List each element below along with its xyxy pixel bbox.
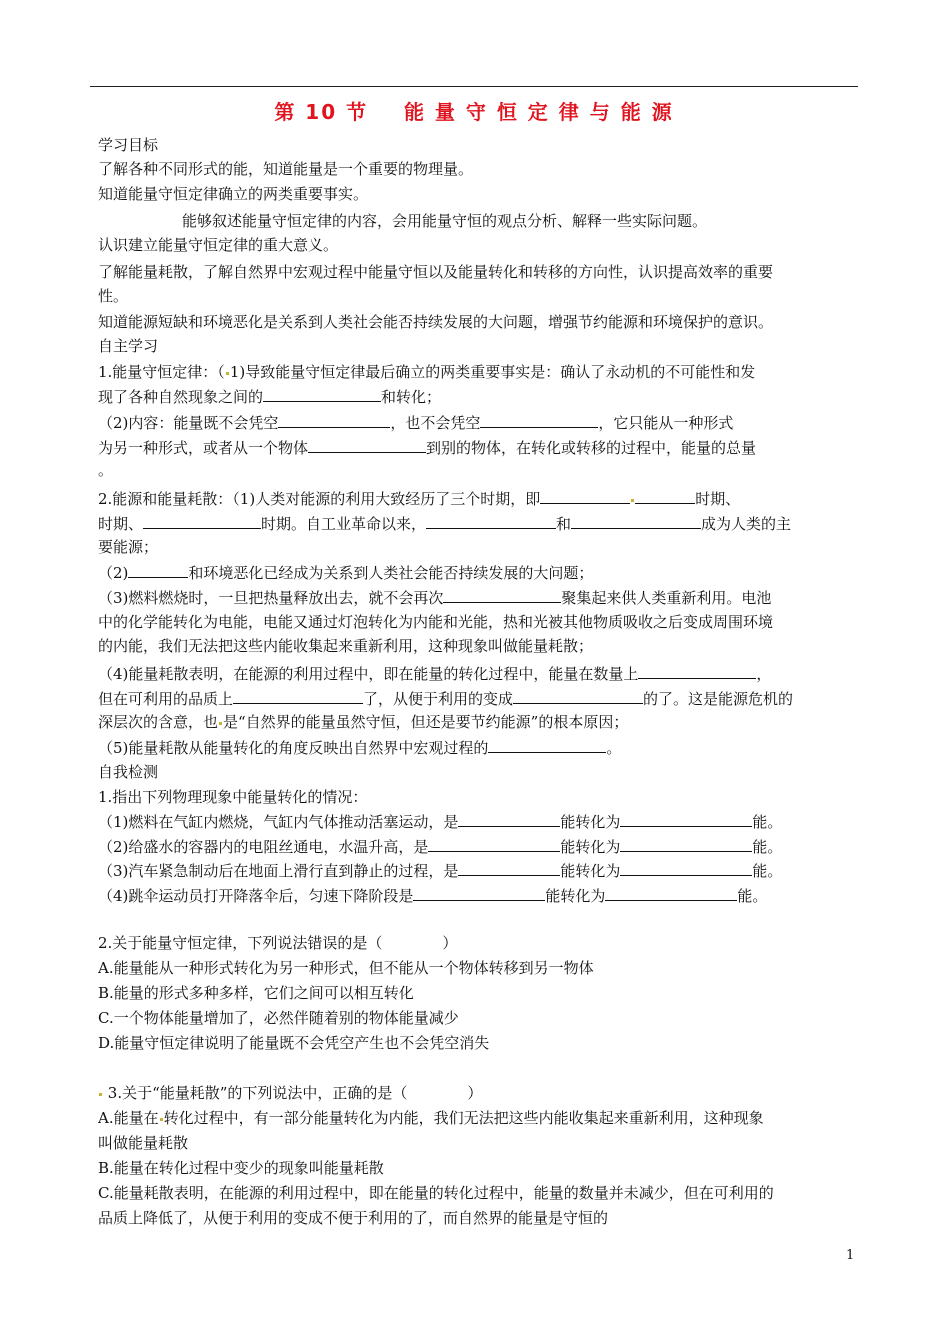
text-run: 成为人类的主 — [701, 515, 792, 533]
option-line: C.能量耗散表明，在能源的利用过程中，即在能量的转化过程中，能量的数量并未减少，但在可利用的 — [98, 1184, 774, 1202]
text-run: 能转化为 — [560, 813, 621, 831]
fill-blank[interactable] — [426, 512, 556, 529]
text-run: 能转化为 — [560, 838, 621, 856]
text-run: 现了各种自然现象之间的 — [98, 388, 264, 406]
text-run: 。 — [606, 739, 622, 757]
option-line: 品质上降低了，从便于利用的变成不便于利用的了，而自然界的能量是守恒的 — [98, 1209, 609, 1227]
goal-line: 了解能量耗散，了解自然界中宏观过程中能量守恒以及能量转化和转移的方向性，认识提高效率的重要 — [98, 263, 774, 281]
paragraph-line — [98, 436, 858, 459]
text-run: （2) — [98, 564, 129, 582]
page-title: 第 10 节 能 量 守 恒 定 律 与 能 源 — [274, 100, 674, 124]
mark-dot — [160, 1118, 163, 1121]
paragraph-line — [98, 361, 858, 383]
text-run: 的了。这是能源危机的 — [643, 690, 794, 708]
question-line — [98, 1082, 858, 1104]
option-line — [98, 1107, 858, 1129]
self-check-heading: 自我检测 — [98, 763, 159, 781]
text-run: 1)导致能量守恒定律最后确立的两类重要事实是：确认了永动机的不可能性和发 — [229, 363, 756, 381]
text-run: （5)能量耗散从能量转化的角度反映出自然界中宏观过程的 — [98, 739, 489, 757]
fill-blank[interactable] — [620, 810, 752, 827]
text-run: 到别的物体，在转化或转移的过程中，能量的总量 — [426, 439, 757, 457]
paragraph-line: 的内能，我们无法把这些内能收集起来重新利用，这种现象叫做能量耗散； — [98, 637, 594, 655]
goal-line: 知道能源短缺和环境恶化是关系到人类社会能否持续发展的大问题，增强节约能源和环境保护的意识。 — [98, 313, 774, 331]
text-run: 3.关于“能量耗散”的下列说法中，正确的是（ ） — [107, 1084, 483, 1102]
fill-blank[interactable] — [428, 835, 560, 852]
text-run: 能转化为 — [545, 887, 606, 905]
fill-blank[interactable] — [480, 411, 598, 428]
text-run: （4)能量耗散表明，在能源的利用过程中，即在能量的转化过程中，能量在数量上 — [98, 665, 639, 683]
text-run: 为另一种形式，或者从一个物体 — [98, 439, 309, 457]
option-line: A.能量能从一种形式转化为另一种形式，但不能从一个物体转移到另一物体 — [98, 959, 594, 977]
option-line: B.能量在转化过程中变少的现象叫能量耗散 — [98, 1159, 384, 1177]
fill-blank[interactable] — [308, 436, 426, 453]
mark-dot — [631, 499, 634, 502]
fill-blank[interactable] — [458, 859, 560, 876]
self-study-heading: 自主学习 — [98, 337, 159, 355]
fill-blank[interactable] — [638, 662, 756, 679]
text-run: 了，从便于利用的变成 — [363, 690, 514, 708]
fill-blank[interactable] — [233, 687, 363, 704]
paragraph-line — [98, 736, 858, 759]
fill-blank[interactable] — [620, 835, 752, 852]
goal-line: 能够叙述能量守恒定律的内容，会用能量守恒的观点分析、解释一些实际问题。 — [182, 212, 708, 230]
text-run: （1)燃料在气缸内燃烧，气缸内气体推动活塞运动，是 — [98, 813, 459, 831]
fill-blank[interactable] — [605, 884, 737, 901]
fill-blank[interactable] — [540, 487, 630, 504]
text-run: 能转化为 — [560, 862, 621, 880]
text-run: （2)给盛水的容器内的电阻丝通电，水温升高，是 — [98, 838, 429, 856]
fill-blank[interactable] — [513, 687, 643, 704]
question-line — [98, 884, 858, 907]
fill-blank[interactable] — [488, 736, 606, 753]
text-run: 能。 — [752, 813, 783, 831]
question-line — [98, 810, 858, 833]
text-run: 聚集起来供人类重新利用。电池 — [561, 589, 772, 607]
goal-line: 性。 — [98, 287, 129, 305]
text-run: （3)汽车紧急制动后在地面上滑行直到静止的过程，是 — [98, 862, 459, 880]
fill-blank[interactable] — [458, 810, 560, 827]
question-line — [98, 859, 858, 882]
text-run: 深层次的含意，也 — [98, 713, 219, 731]
goal-line: 认识建立能量守恒定律的重大意义。 — [98, 236, 339, 254]
header-rule — [90, 86, 858, 87]
text-run: 和转化； — [381, 388, 442, 406]
fill-blank[interactable] — [143, 512, 261, 529]
text-run: 2.能源和能量耗散：（1)人类对能源的利用大致经历了三个时期，即 — [98, 490, 541, 508]
mark-dot — [219, 722, 222, 725]
text-run: 1.能量守恒定律：（ — [98, 363, 225, 381]
fill-blank[interactable] — [278, 411, 390, 428]
fill-blank[interactable] — [263, 385, 381, 402]
paragraph-line: 。 — [98, 461, 114, 479]
text-run: 但在可利用的品质上 — [98, 690, 234, 708]
goal-line: 了解各种不同形式的能，知道能量是一个重要的物理量。 — [98, 160, 474, 178]
fill-blank[interactable] — [413, 884, 545, 901]
text-run: ， — [756, 665, 772, 683]
paragraph-line — [98, 687, 858, 710]
text-run: 能。 — [737, 887, 768, 905]
text-run: 和环境恶化已经成为关系到人类社会能否持续发展的大问题； — [188, 564, 594, 582]
question-line: 2.关于能量守恒定律，下列说法错误的是（ ） — [98, 934, 458, 952]
fill-blank[interactable] — [571, 512, 701, 529]
text-run: （3)燃料燃烧时，一旦把热量释放出去，就不会再次 — [98, 589, 444, 607]
fill-blank[interactable] — [443, 586, 561, 603]
text-run: ，也不会凭空 — [390, 414, 481, 432]
paragraph-line — [98, 662, 858, 685]
text-run: （2)内容：能量既不会凭空 — [98, 414, 279, 432]
text-run: 时期、 — [695, 490, 741, 508]
goals-heading: 学习目标 — [98, 136, 159, 154]
text-run: 能。 — [752, 838, 783, 856]
text-run: （4)跳伞运动员打开降落伞后，匀速下降阶段是 — [98, 887, 414, 905]
text-run: 和 — [556, 515, 572, 533]
fill-blank[interactable] — [620, 859, 752, 876]
text-run: 转化过程中，有一部分能量转化为内能，我们无法把这些内能收集起来重新利用，这种现象 — [163, 1109, 764, 1127]
text-run: 时期。自工业革命以来， — [261, 515, 427, 533]
text-run: ，它只能从一种形式 — [598, 414, 734, 432]
question-line: 1.指出下列物理现象中能量转化的情况： — [98, 788, 368, 806]
option-line: D.能量守恒定律说明了能量既不会凭空产生也不会凭空消失 — [98, 1034, 490, 1052]
paragraph-line — [98, 586, 858, 609]
text-run: 能。 — [752, 862, 783, 880]
paragraph-line — [98, 487, 858, 510]
paragraph-line — [98, 512, 858, 535]
option-line: C.一个物体能量增加了，必然伴随着别的物体能量减少 — [98, 1009, 459, 1027]
question-line — [98, 835, 858, 858]
mark-dot — [99, 1093, 102, 1096]
paragraph-line — [98, 385, 858, 408]
paragraph-line: 中的化学能转化为电能，电能又通过灯泡转化为内能和光能，热和光被其他物质吸收之后变成周围环境 — [98, 613, 774, 631]
goal-line: 知道能量守恒定律确立的两类重要事实。 — [98, 185, 369, 203]
paragraph-line: 要能源； — [98, 538, 159, 556]
mark-dot — [226, 372, 229, 375]
text-run: A.能量在 — [98, 1109, 159, 1127]
paragraph-line — [98, 711, 858, 733]
paragraph-line — [98, 411, 858, 434]
option-line: B.能量的形式多种多样，它们之间可以相互转化 — [98, 984, 414, 1002]
text-run: 时期、 — [98, 515, 144, 533]
fill-blank[interactable] — [635, 487, 695, 504]
text-run: 是“自然界的能量虽然守恒，但还是要节约能源”的根本原因； — [223, 713, 629, 731]
page-number: 1 — [846, 1248, 855, 1263]
paragraph-line — [98, 561, 858, 584]
fill-blank[interactable] — [128, 561, 188, 578]
option-line: 叫做能量耗散 — [98, 1134, 189, 1152]
